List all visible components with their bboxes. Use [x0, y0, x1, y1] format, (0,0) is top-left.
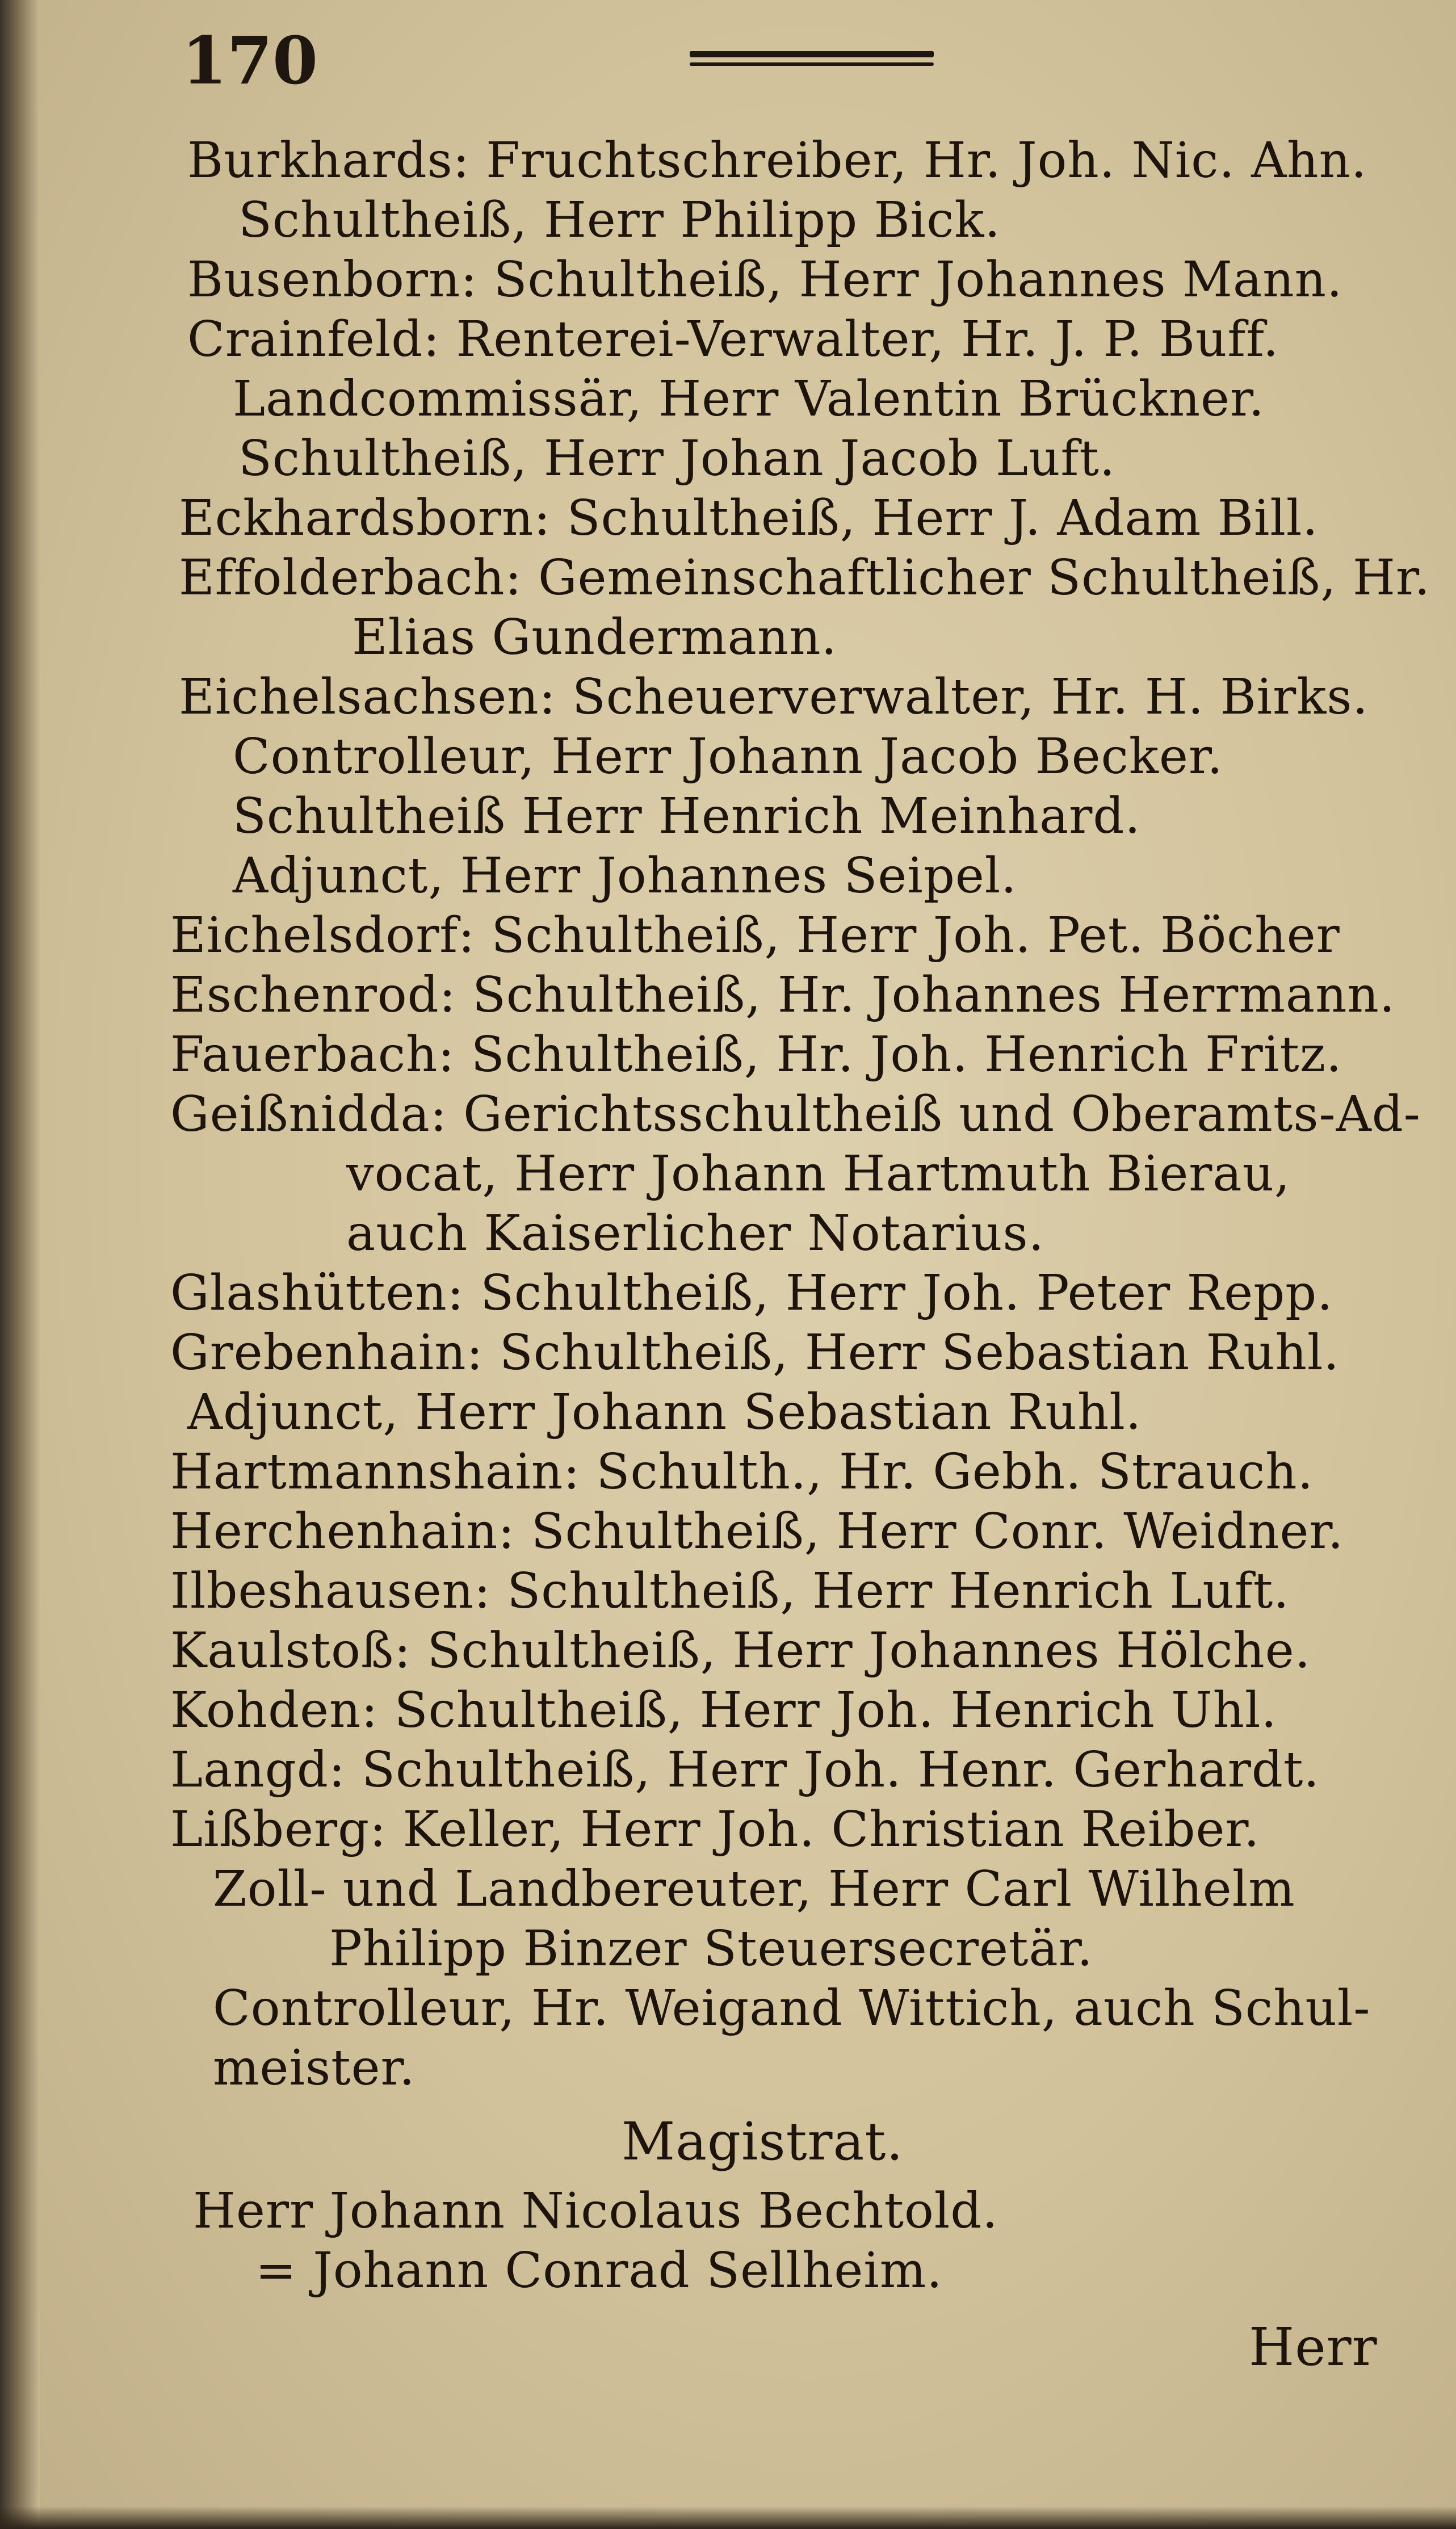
entry-line: auch Kaiserlicher Notarius.: [346, 1205, 1044, 1262]
entry-line: Eschenrod: Schultheiß, Hr. Johannes Herrmann.: [170, 967, 1396, 1024]
entry-line: Elias Gundermann.: [352, 609, 837, 666]
entry-line: Eckhardsborn: Schultheiß, Herr J. Adam Bill.: [179, 490, 1319, 547]
entry-line: Controlleur, Hr. Weigand Wittich, auch Schul-: [213, 1980, 1371, 2037]
entry-line: meister.: [213, 2040, 416, 2096]
entry-line: Schultheiß, Herr Johan Jacob Luft.: [238, 430, 1116, 487]
entry-line: Effolderbach: Gemeinschaftlicher Schultheiß, Hr.: [179, 550, 1430, 606]
entry-line: Kaulstoß: Schultheiß, Herr Johannes Hölche.: [170, 1622, 1311, 1679]
entry-line: Busenborn: Schultheiß, Herr Johannes Mann.: [187, 251, 1343, 308]
page-bottom-edge: [0, 2506, 1456, 2529]
entry-line: vocat, Herr Johann Hartmuth Bierau,: [346, 1146, 1291, 1202]
entry-line: Ilbeshausen: Schultheiß, Herr Henrich Luft.: [170, 1563, 1290, 1620]
entry-line: Schultheiß, Herr Philipp Bick.: [238, 192, 1001, 249]
entry-line: Schultheiß Herr Henrich Meinhard.: [233, 788, 1141, 845]
entry-line: Eichelsdorf: Schultheiß, Herr Joh. Pet. Böcher: [170, 907, 1340, 964]
entry-line: Crainfeld: Renterei-Verwalter, Hr. J. P. Buff.: [187, 311, 1279, 368]
entry-line: Fauerbach: Schultheiß, Hr. Joh. Henrich Fritz.: [170, 1026, 1342, 1083]
entry-line: Grebenhain: Schultheiß, Herr Sebastian Ruhl.: [170, 1324, 1340, 1381]
entry-line: Herchenhain: Schultheiß, Herr Conr. Weidner.: [170, 1503, 1344, 1560]
entry-line: Lißberg: Keller, Herr Joh. Christian Reiber.: [170, 1801, 1260, 1858]
magistrat-line: Herr Johann Nicolaus Bechtold.: [193, 2183, 998, 2239]
entry-line: Glashütten: Schultheiß, Herr Joh. Peter Repp.: [170, 1265, 1333, 1322]
entry-line: Adjunct, Herr Johannes Seipel.: [233, 848, 1017, 904]
catchword: Herr: [1249, 2317, 1378, 2377]
entry-line: Landcommissär, Herr Valentin Brückner.: [233, 371, 1265, 427]
magistrat-line: = Johann Conrad Sellheim.: [255, 2242, 943, 2299]
entry-line: Philipp Binzer Steuersecretär.: [329, 1920, 1093, 1977]
entry-line: Burkhards: Fruchtschreiber, Hr. Joh. Nic. Ahn.: [187, 132, 1367, 189]
section-heading: Magistrat.: [622, 2111, 904, 2172]
page-number: 170: [182, 23, 318, 99]
entry-line: Geißnidda: Gerichtsschultheiß und Oberamts-Ad-: [170, 1086, 1421, 1143]
entry-line: Hartmannshain: Schulth., Hr. Gebh. Strauch.: [170, 1444, 1314, 1500]
entry-line: Zoll- und Landbereuter, Herr Carl Wilhelm: [213, 1861, 1295, 1918]
entry-line: Kohden: Schultheiß, Herr Joh. Henrich Uhl.: [170, 1682, 1277, 1739]
entry-line: Adjunct, Herr Johann Sebastian Ruhl.: [187, 1384, 1142, 1441]
entry-line: Controlleur, Herr Johann Jacob Becker.: [233, 728, 1223, 785]
entry-line: Eichelsachsen: Scheuerverwalter, Hr. H. Birks.: [179, 669, 1369, 725]
entry-line: Langd: Schultheiß, Herr Joh. Henr. Gerhardt.: [170, 1742, 1320, 1798]
